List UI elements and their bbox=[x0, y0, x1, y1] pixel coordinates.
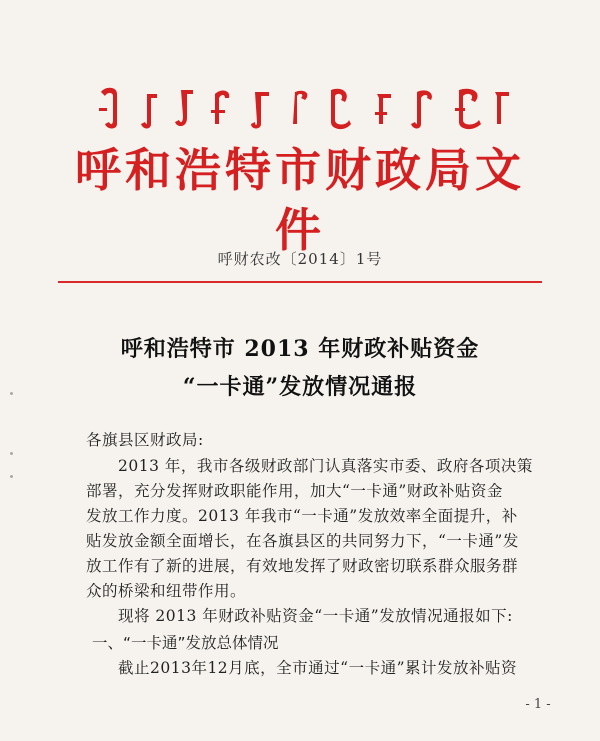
mongolian-script-title bbox=[95, 84, 515, 132]
scan-speck bbox=[10, 475, 13, 478]
scan-speck bbox=[10, 452, 13, 455]
paragraph1-line: 放工作有了新的进展，有效地发挥了财政密切联系群众服务群 bbox=[86, 557, 519, 575]
issuing-authority-title: 呼和浩特市财政局文件 bbox=[75, 143, 525, 257]
red-separator-line bbox=[58, 281, 542, 283]
paragraph3: 截止2013年12月底，全市通过“一卡通”累计发放补贴资 bbox=[118, 659, 518, 677]
mongolian-script-text bbox=[0, 0, 1, 1]
paragraph2: 现将 2013 年财政补贴资金“一卡通”发放情况通报如下: bbox=[118, 607, 513, 625]
paragraph1-line: 贴发放金额全面增长，在各旗县区的共同努力下，“一卡通”发 bbox=[86, 532, 519, 550]
document-number: 呼财农改〔2014〕1号 bbox=[217, 250, 383, 268]
paragraph1-line: 2013 年，我市各级财政部门认真落实市委、政府各项决策 bbox=[118, 457, 533, 475]
scan-speck bbox=[10, 392, 13, 395]
salutation: 各旗县区财政局: bbox=[86, 431, 204, 449]
paragraph1-line: 发放工作力度。2013 年我市“一卡通”发放效率全面提升，补 bbox=[86, 507, 518, 525]
document-title-line-2: “一卡通”发放情况通报 bbox=[182, 374, 418, 400]
section-heading: 一、“一卡通”发放总体情况 bbox=[92, 634, 279, 652]
paragraph1-line: 部署，充分发挥财政职能作用，加大“一卡通”财政补贴资金 bbox=[86, 482, 503, 500]
paragraph1-line: 众的桥梁和纽带作用。 bbox=[86, 582, 247, 600]
document-title-line-1: 呼和浩特市 2013 年财政补贴资金 bbox=[120, 336, 480, 362]
page-number: - 1 - bbox=[525, 697, 551, 712]
